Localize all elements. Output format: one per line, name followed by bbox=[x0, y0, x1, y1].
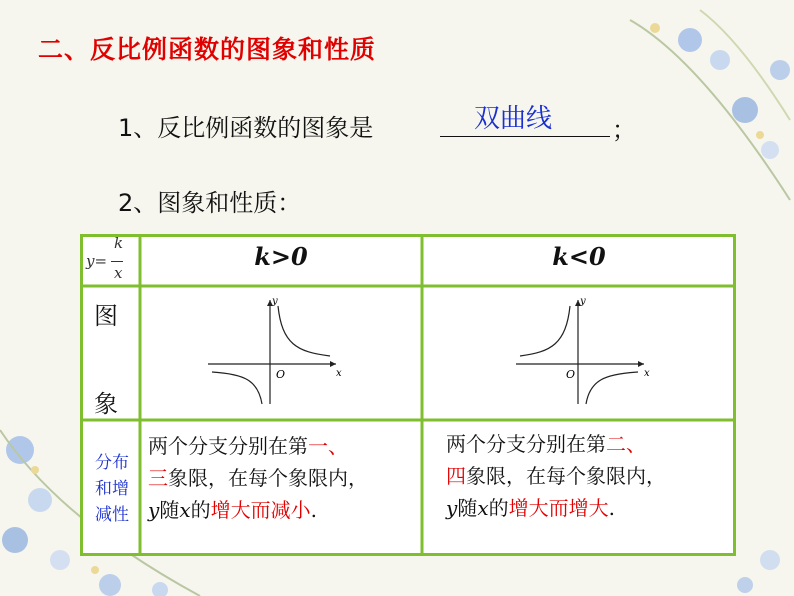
formula-numerator: k bbox=[114, 234, 124, 252]
graph-origin-label: O bbox=[276, 368, 286, 381]
row-label-line: 和增 bbox=[95, 479, 129, 499]
trend-emphasis: 增大而增大 bbox=[508, 496, 609, 520]
item1-answer: 双曲线 bbox=[474, 104, 553, 134]
row-label-graph-top: 图 bbox=[94, 302, 118, 330]
quadrant-emphasis: 一、 bbox=[308, 434, 348, 458]
row-label-line: 分布 bbox=[95, 453, 129, 473]
text: . bbox=[608, 496, 615, 520]
k-positive-properties bbox=[148, 430, 420, 526]
graph-y-label: y bbox=[272, 296, 278, 307]
text: 象限，在每个象限内， bbox=[168, 466, 368, 490]
quadrant-emphasis: 二、 bbox=[606, 432, 646, 456]
quadrant-emphasis: 三 bbox=[148, 466, 168, 490]
item1-prefix: 1、反比例函数的图象是 bbox=[118, 114, 374, 142]
var-y: y bbox=[148, 498, 160, 522]
var-x: x bbox=[179, 498, 191, 522]
text: 随 bbox=[457, 496, 478, 520]
graph-y-label: y bbox=[580, 296, 586, 307]
text: 随 bbox=[159, 498, 180, 522]
hyperbola-k-positive-icon bbox=[202, 292, 348, 410]
row-label-graph-bottom: 象 bbox=[94, 390, 118, 418]
text: 象限，在每个象限内， bbox=[466, 464, 666, 488]
graph-x-label: x bbox=[644, 368, 650, 379]
properties-table bbox=[80, 234, 736, 556]
row-label-line: 减性 bbox=[95, 505, 129, 525]
item2-heading: 2、图象和性质： bbox=[118, 189, 302, 217]
trend-emphasis: 增大而减小 bbox=[210, 498, 311, 522]
hyperbola-k-negative-icon bbox=[510, 292, 656, 410]
item1-answer-blank bbox=[440, 98, 610, 137]
k-negative-properties bbox=[446, 428, 732, 524]
text: 的 bbox=[488, 496, 509, 520]
item1-suffix: ； bbox=[612, 116, 636, 144]
graph-origin-label: O bbox=[566, 368, 576, 381]
text: . bbox=[310, 498, 317, 522]
var-x: x bbox=[477, 496, 489, 520]
section-title: 二、反比例函数的图象和性质 bbox=[38, 35, 377, 64]
row-label-distribution bbox=[88, 450, 136, 528]
text: 的 bbox=[190, 498, 211, 522]
graph-k-positive bbox=[202, 292, 348, 410]
text: 两个分支分别在第 bbox=[446, 432, 606, 456]
top-right-flowers-icon bbox=[630, 10, 790, 200]
quadrant-emphasis: 四 bbox=[446, 464, 466, 488]
formula-denominator: x bbox=[114, 264, 123, 282]
var-y: y bbox=[446, 496, 458, 520]
header-k-negative: k<0 bbox=[552, 242, 606, 271]
formula-cell bbox=[86, 236, 138, 286]
graph-x-label: x bbox=[336, 368, 342, 379]
bottom-right-flowers-icon bbox=[737, 550, 780, 593]
fraction-bar bbox=[111, 261, 123, 262]
formula-lhs: y= bbox=[86, 252, 108, 270]
header-k-positive: k>0 bbox=[254, 242, 308, 271]
graph-k-negative bbox=[510, 292, 656, 410]
text: 两个分支分别在第 bbox=[148, 434, 308, 458]
